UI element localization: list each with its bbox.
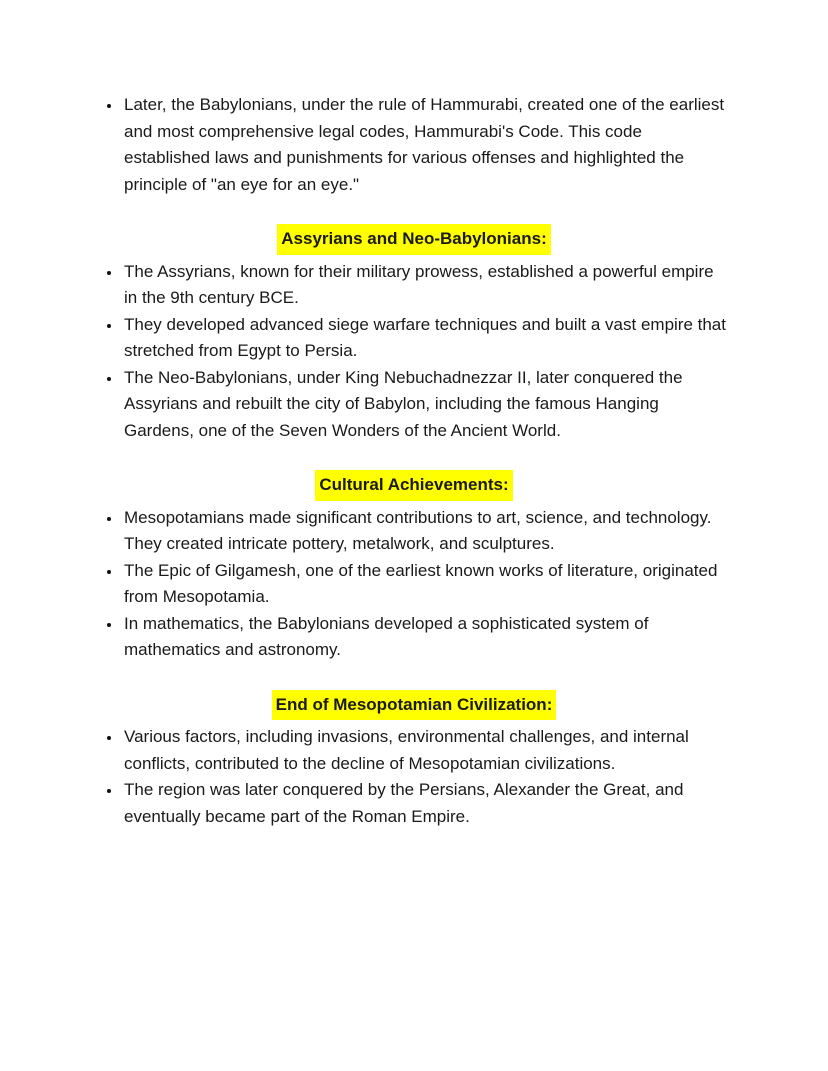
list-item: • The Epic of Gilgamesh, one of the earliest known works of literature, originated from Mesopotamia.: [122, 558, 730, 611]
section-cultural-achievements: [98, 470, 730, 664]
section-end-of-civilization: [98, 690, 730, 831]
list-item: • Various factors, including invasions, environmental challenges, and internal conflicts, contributed to the decline of Mesopotamian civilizations.: [122, 724, 730, 777]
section-heading: [98, 690, 730, 721]
bullet-list: [98, 724, 730, 830]
list-item: • The region was later conquered by the Persians, Alexander the Great, and eventually became part of the Roman Empire.: [122, 777, 730, 830]
list-item: • Mesopotamians made significant contributions to art, science, and technology. They created intricate pottery, metalwork, and sculptures.: [122, 505, 730, 558]
section-assyrians: [98, 224, 730, 444]
list-item: • The Assyrians, known for their military prowess, established a powerful empire in the 9th century BCE.: [122, 259, 730, 312]
list-item: • They developed advanced siege warfare techniques and built a vast empire that stretched from Egypt to Persia.: [122, 312, 730, 365]
highlighted-heading-text: End of Mesopotamian Civilization:: [272, 690, 557, 721]
highlighted-heading-text: Assyrians and Neo-Babylonians:: [277, 224, 550, 255]
section-heading: [98, 470, 730, 501]
list-item: • Later, the Babylonians, under the rule of Hammurabi, created one of the earliest and most comprehensive legal codes, Hammurabi's Code. This code established laws and punishments for various offenses and highlighted the principle of "an eye for an eye.": [122, 92, 730, 198]
bullet-list: [98, 259, 730, 445]
bullet-list: [98, 505, 730, 664]
highlighted-heading-text: Cultural Achievements:: [315, 470, 512, 501]
list-item: • In mathematics, the Babylonians developed a sophisticated system of mathematics and astronomy.: [122, 611, 730, 664]
section-heading: [98, 224, 730, 255]
intro-bullet-list: [98, 92, 730, 198]
list-item: • The Neo-Babylonians, under King Nebuchadnezzar II, later conquered the Assyrians and rebuilt the city of Babylon, including the famous Hanging Gardens, one of the Seven Wonders of the Ancient World.: [122, 365, 730, 445]
